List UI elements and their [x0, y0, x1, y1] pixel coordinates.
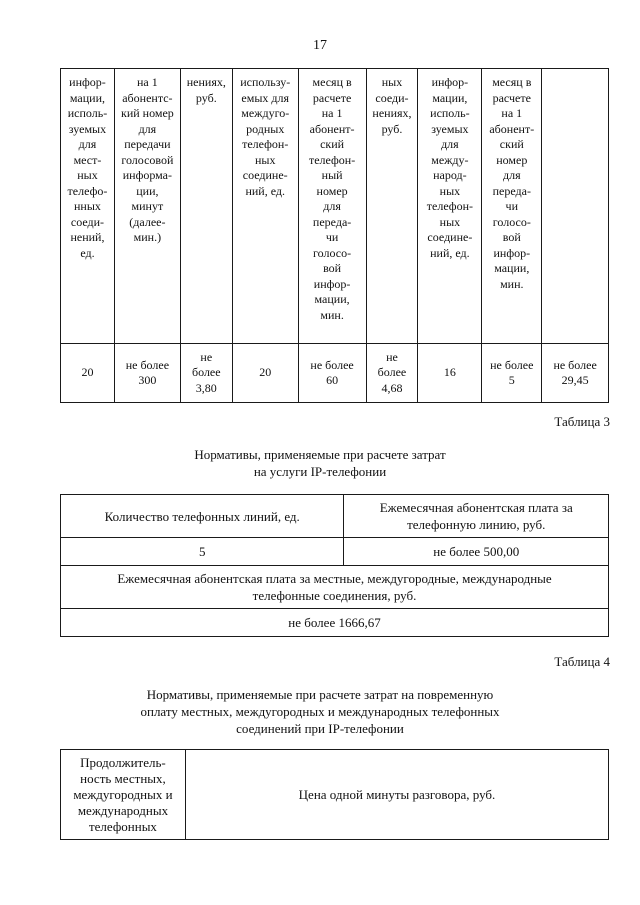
text-line: телефон- [426, 199, 473, 213]
header-cell [61, 69, 115, 344]
text-line: зуемых [431, 121, 469, 136]
table-1-values-row [61, 344, 609, 403]
text-line: передачи [124, 137, 171, 151]
text-line: ность местных, [80, 770, 166, 786]
text-line: соединений при IP-телефонии [236, 721, 404, 736]
text-line: ных [254, 152, 276, 167]
text-line: более [192, 365, 221, 380]
text-line: для [502, 168, 521, 182]
text-line: ный [321, 168, 343, 182]
text-line: оплату местных, междугородных и международных телефонных [140, 704, 500, 719]
text-line: 20 [259, 365, 272, 380]
value-cell [114, 344, 180, 403]
table-4 [60, 749, 609, 840]
value-cell [542, 344, 609, 403]
text-line: инфор- [431, 75, 469, 89]
value-cell [180, 344, 232, 403]
table-1-header-row [61, 69, 609, 344]
text-line: мин.) [133, 230, 162, 244]
text-line: ний, ед. [245, 183, 285, 198]
header-cell [232, 69, 298, 344]
text-line: для [138, 121, 157, 136]
text-line: голосовой [121, 152, 174, 167]
table-3-col1-header: Количество телефонных линий, ед. [61, 495, 344, 538]
text-line: инфор- [493, 245, 531, 260]
text-line: народ- [433, 168, 467, 182]
text-line: родных [246, 121, 285, 136]
text-line: 60 [326, 373, 339, 387]
header-cell [482, 69, 542, 344]
text-line: между- [431, 152, 469, 167]
header-cell [298, 69, 366, 344]
text-line: междуго- [241, 106, 290, 120]
text-line: абонентс- [122, 90, 173, 105]
text-line: руб. [381, 121, 403, 136]
text-line: 5 [508, 373, 515, 387]
text-line: не более [310, 357, 354, 372]
table-3-caption [0, 446, 640, 480]
table-3-merged-value: не более 1666,67 [61, 609, 609, 637]
text-line: нениях, [372, 106, 412, 120]
table-1-continuation [60, 68, 609, 403]
text-line: ции, [136, 183, 159, 198]
text-line: на 1 [501, 106, 523, 120]
text-line: 3,80 [195, 380, 217, 395]
header-cell [418, 69, 482, 344]
text-line: телефонную линию, руб. [407, 517, 546, 532]
text-line: мации, [432, 90, 468, 105]
text-line: чи [505, 199, 519, 213]
value-cell [298, 344, 366, 403]
text-line: расчете [492, 90, 531, 105]
text-line: вой [323, 261, 342, 275]
text-line: кий номер [120, 106, 174, 120]
text-line: переда- [492, 183, 531, 198]
text-line: 29,45 [561, 373, 589, 387]
table-3 [60, 494, 609, 637]
text-line: соеди- [70, 214, 105, 229]
text-line: не более [490, 357, 534, 372]
text-line: междугородных и [73, 786, 173, 802]
text-line: ных [439, 183, 461, 198]
text-line: номер [316, 183, 348, 198]
table-4-col1-header [61, 750, 186, 840]
table-3-merged-header [61, 566, 609, 609]
text-line: 300 [138, 373, 157, 387]
text-line: Нормативы, применяемые при расчете затрат [194, 447, 446, 462]
text-line: не [200, 349, 213, 364]
text-line: не более [553, 357, 597, 372]
text-line: Ежемесячная абонентская плата за [379, 500, 573, 515]
text-line: международных [77, 802, 169, 818]
text-line: чи [325, 230, 339, 244]
table-3-col1-value: 5 [61, 538, 344, 566]
text-line: Нормативы, применяемые при расчете затрат на повременную [146, 687, 494, 702]
table-4-label: Таблица 4 [554, 654, 610, 669]
header-cell [542, 69, 609, 344]
text-line: мации, [494, 261, 530, 275]
text-line: голосо- [492, 214, 531, 229]
text-line: нений, [70, 230, 105, 244]
text-line: 16 [443, 365, 456, 380]
text-line: соедине- [242, 168, 288, 182]
text-line: ных [439, 214, 461, 229]
text-line: минут [131, 199, 164, 213]
value-cell [366, 344, 418, 403]
text-line: ед. [80, 245, 95, 260]
text-line: абонент- [309, 121, 355, 136]
text-line: на 1 [137, 75, 158, 89]
text-line: использу- [240, 75, 291, 89]
text-line: зуемых [68, 121, 107, 136]
value-cell [232, 344, 298, 403]
text-line: соеди- [375, 90, 409, 105]
text-line: абонент- [489, 121, 535, 136]
text-line: для [78, 137, 97, 151]
text-line: Ежемесячная абонентская плата за местные, междугородные, международные [117, 571, 552, 586]
text-line: мин. [500, 276, 524, 291]
text-line: на услуги IP-телефонии [253, 464, 387, 479]
value-cell [482, 344, 542, 403]
text-line: руб. [195, 90, 217, 105]
text-line: инфор- [313, 276, 351, 291]
header-cell [114, 69, 180, 344]
text-line: мест- [73, 152, 102, 167]
text-line: мации, [69, 90, 106, 105]
text-line: телефон- [308, 152, 356, 167]
text-line: (далее- [129, 214, 166, 229]
text-line: расчете [312, 90, 352, 105]
header-cell [366, 69, 418, 344]
text-line: 4,68 [381, 380, 403, 395]
text-line: телефон- [242, 137, 289, 151]
text-line: вой [502, 230, 521, 244]
table-3-col2-header [344, 495, 609, 538]
text-line: месяц в [492, 75, 532, 89]
text-line: ский [499, 137, 524, 151]
text-line: ский [320, 137, 345, 151]
text-line: голосо- [313, 245, 352, 260]
text-line: для [323, 199, 341, 213]
text-line: информа- [122, 168, 173, 182]
header-cell [180, 69, 232, 344]
text-line: телефонных [88, 818, 157, 834]
table-3-col2-value: не более 500,00 [344, 538, 609, 566]
page-number: 17 [313, 38, 327, 53]
text-line: нениях, [186, 75, 226, 89]
text-line: ний, ед. [430, 245, 470, 260]
text-line: не более [125, 357, 170, 372]
text-line: номер [496, 152, 528, 167]
text-line: соедине- [427, 230, 473, 244]
text-line: инфор- [69, 75, 106, 89]
table-4-caption [0, 686, 640, 737]
text-line: ных [77, 168, 98, 182]
text-line: мин. [320, 307, 344, 322]
table-4-col2-header: Цена одной минуты разговора, руб. [185, 750, 608, 840]
table-3-label: Таблица 3 [554, 414, 610, 429]
text-line: не [386, 349, 398, 364]
text-line: на 1 [321, 106, 343, 120]
text-line: ных [381, 75, 403, 89]
text-line: телефонные соединения, руб. [252, 588, 417, 603]
text-line: для [441, 137, 459, 151]
text-line: Продолжитель- [80, 754, 166, 770]
text-line: исполь- [67, 106, 108, 120]
text-line: нных [74, 199, 101, 213]
text-line: исполь- [430, 106, 470, 120]
text-line: мации, [314, 292, 350, 306]
text-line: 20 [81, 365, 94, 380]
text-line: телефо- [67, 183, 108, 198]
text-line: переда- [312, 214, 352, 229]
text-line: более [377, 365, 407, 380]
text-line: емых для [241, 90, 290, 105]
value-cell [418, 344, 482, 403]
text-line: месяц в [312, 75, 352, 89]
value-cell [61, 344, 115, 403]
